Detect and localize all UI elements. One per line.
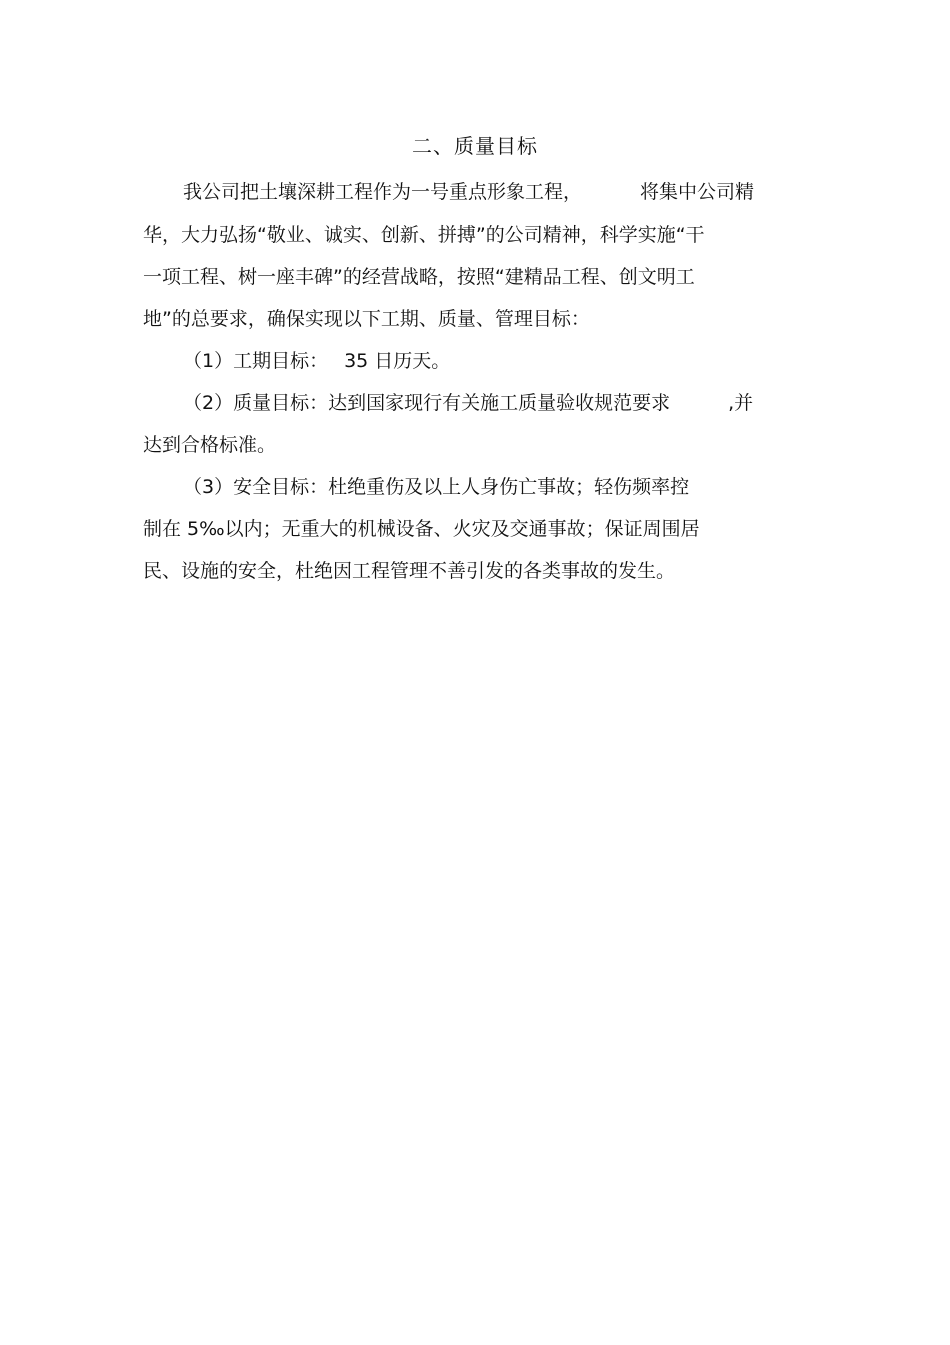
- goal-item-1-value: 35 日历天。: [344, 350, 451, 372]
- goal-item-3-continued-2: 民、设施的安全，杜绝因工程管理不善引发的各类事故的发生。: [143, 560, 676, 582]
- goal-item-2: [183, 390, 753, 416]
- paragraph-line-4: 地”的总要求，确保实现以下工期、质量、管理目标：: [143, 308, 590, 330]
- paragraph-line-1: [183, 179, 754, 205]
- paragraph-line-3: 一项工程、树一座丰碑”的经营战略，按照“建精品工程、创文明工: [143, 266, 695, 288]
- goal-item-3-continued-1: 制在 5‰以内；无重大的机械设备、火灾及交通事故；保证周围居: [143, 518, 700, 540]
- goal-item-2-continued: 达到合格标准。: [143, 434, 277, 456]
- paragraph-line-1-part-a: 我公司把土壤深耕工程作为一号重点形象工程，: [183, 181, 583, 203]
- goal-item-1-label: （1）工期目标：: [183, 350, 329, 372]
- goal-item-3: （3）安全目标：杜绝重伤及以上人身伤亡事故；轻伤频率控: [183, 476, 690, 498]
- goal-item-2-text: （2）质量目标：达到国家现行有关施工质量验收规范要求: [183, 392, 671, 414]
- paragraph-line-1-part-b: 将集中公司精: [640, 181, 755, 203]
- section-title: 二、质量目标: [412, 134, 538, 158]
- goal-item-1: [183, 348, 450, 374]
- paragraph-line-2: 华，大力弘扬“敬业、诚实、创新、拼搏”的公司精神，科学实施“干: [143, 224, 705, 246]
- goal-item-2-tail: ,并: [728, 392, 754, 414]
